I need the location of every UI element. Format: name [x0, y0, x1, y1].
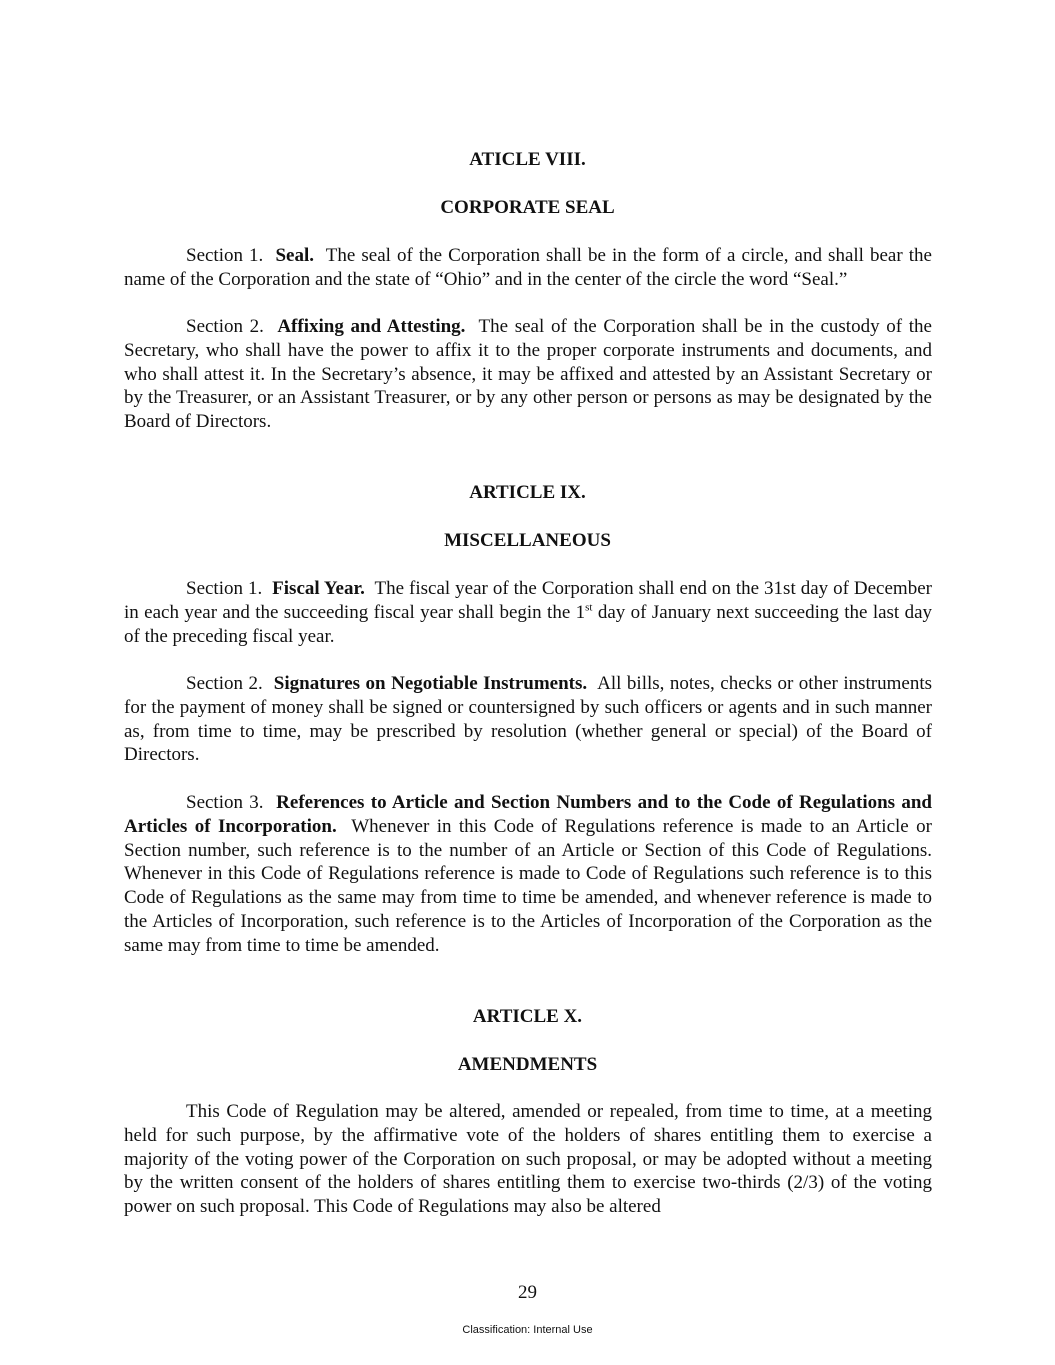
section-text: The fiscal year of the Corporation shall end on the 31st day of December in each year and the succeeding fiscal year shall begin the 1: [124, 578, 932, 623]
page-number: 29: [518, 1282, 537, 1303]
article-ix-title: ARTICLE IX.: [469, 482, 586, 503]
article-viii-section-2: [124, 315, 932, 434]
section-heading: Seal.: [275, 245, 314, 266]
article-ix-section-1: [124, 577, 932, 648]
classification-label: Classification: Internal Use: [462, 1324, 593, 1336]
section-label: Section 2.: [186, 673, 263, 694]
article-viii-title: ATICLE VIII.: [469, 149, 586, 170]
section-label: Section 1.: [186, 245, 264, 266]
article-viii-section-1: [124, 244, 932, 292]
section-label: Section 1.: [186, 578, 263, 599]
article-x-subtitle: AMENDMENTS: [457, 1054, 598, 1075]
article-ix-section-2: [124, 672, 932, 767]
section-text-continued: day of January next succeeding the last day of the preceding fiscal year.: [124, 601, 933, 647]
ordinal-superscript: st: [585, 601, 593, 614]
article-ix-subtitle: MISCELLANEOUS: [444, 530, 611, 551]
article-x-title: ARTICLE X.: [472, 1006, 583, 1027]
section-label: Section 2.: [186, 316, 264, 337]
section-text: All bills, notes, checks or other instruments for the payment of money shall be signed or countersigned by such officers or agents and in such manner as, from time to time, may be prescribed by resolution (whether general or special) of the Board of Directors.: [124, 673, 933, 766]
section-heading: Signatures on Negotiable Instruments.: [273, 673, 588, 694]
article-x-text: This Code of Regulation may be altered, amended or repealed, from time to time, at a meeting held for such purpose, by the affirmative vote of the holders of shares entitling them to exercise a majority of the voting power of the Corporation on such proposal, or may be adopted without a meeting by the written consent of the holders of shares entitling them to exercise two-thirds (2/3) of the voting power on such proposal. This Code of Regulations may also be altered: [124, 1101, 932, 1218]
section-heading: Affixing and Attesting.: [277, 316, 466, 337]
article-ix-section-3: [124, 791, 932, 958]
section-heading: Fiscal Year.: [272, 578, 365, 599]
section-text: The seal of the Corporation shall be in the custody of the Secretary, who shall have the power to affix it to the proper corporate instruments and documents, and who shall attest it. In the Secretary’s absence, it may be affixed and attested by an Assistant Secretary or by the Treasurer, or an Assistant Treasurer, or by any other person or persons as may be designated by the Board of Directors.: [124, 316, 932, 433]
section-text: The seal of the Corporation shall be in the form of a circle, and shall bear the name of the Corporation and the state of “Ohio” and in the center of the circle the word “Seal.”: [124, 245, 932, 290]
article-viii-subtitle: CORPORATE SEAL: [440, 197, 615, 218]
section-text: Whenever in this Code of Regulations reference is made to an Article or Section number, such reference is to the number of an Article or Section of this Code of Regulations. Whenever in this Code of Regulations reference is made to Code of Regulations such reference is to this Code of Regulations as the same may from time to time be amended, and whenever reference is made to the Articles of Incorporation, such reference is to the Articles of Incorporation of the Corporation as the same may from time to time be amended.: [124, 815, 932, 956]
section-label: Section 3.: [186, 792, 264, 813]
section-heading: References to Article and Section Numbers and to the Code of Regulations and Articles of Incorporation.: [124, 792, 933, 837]
